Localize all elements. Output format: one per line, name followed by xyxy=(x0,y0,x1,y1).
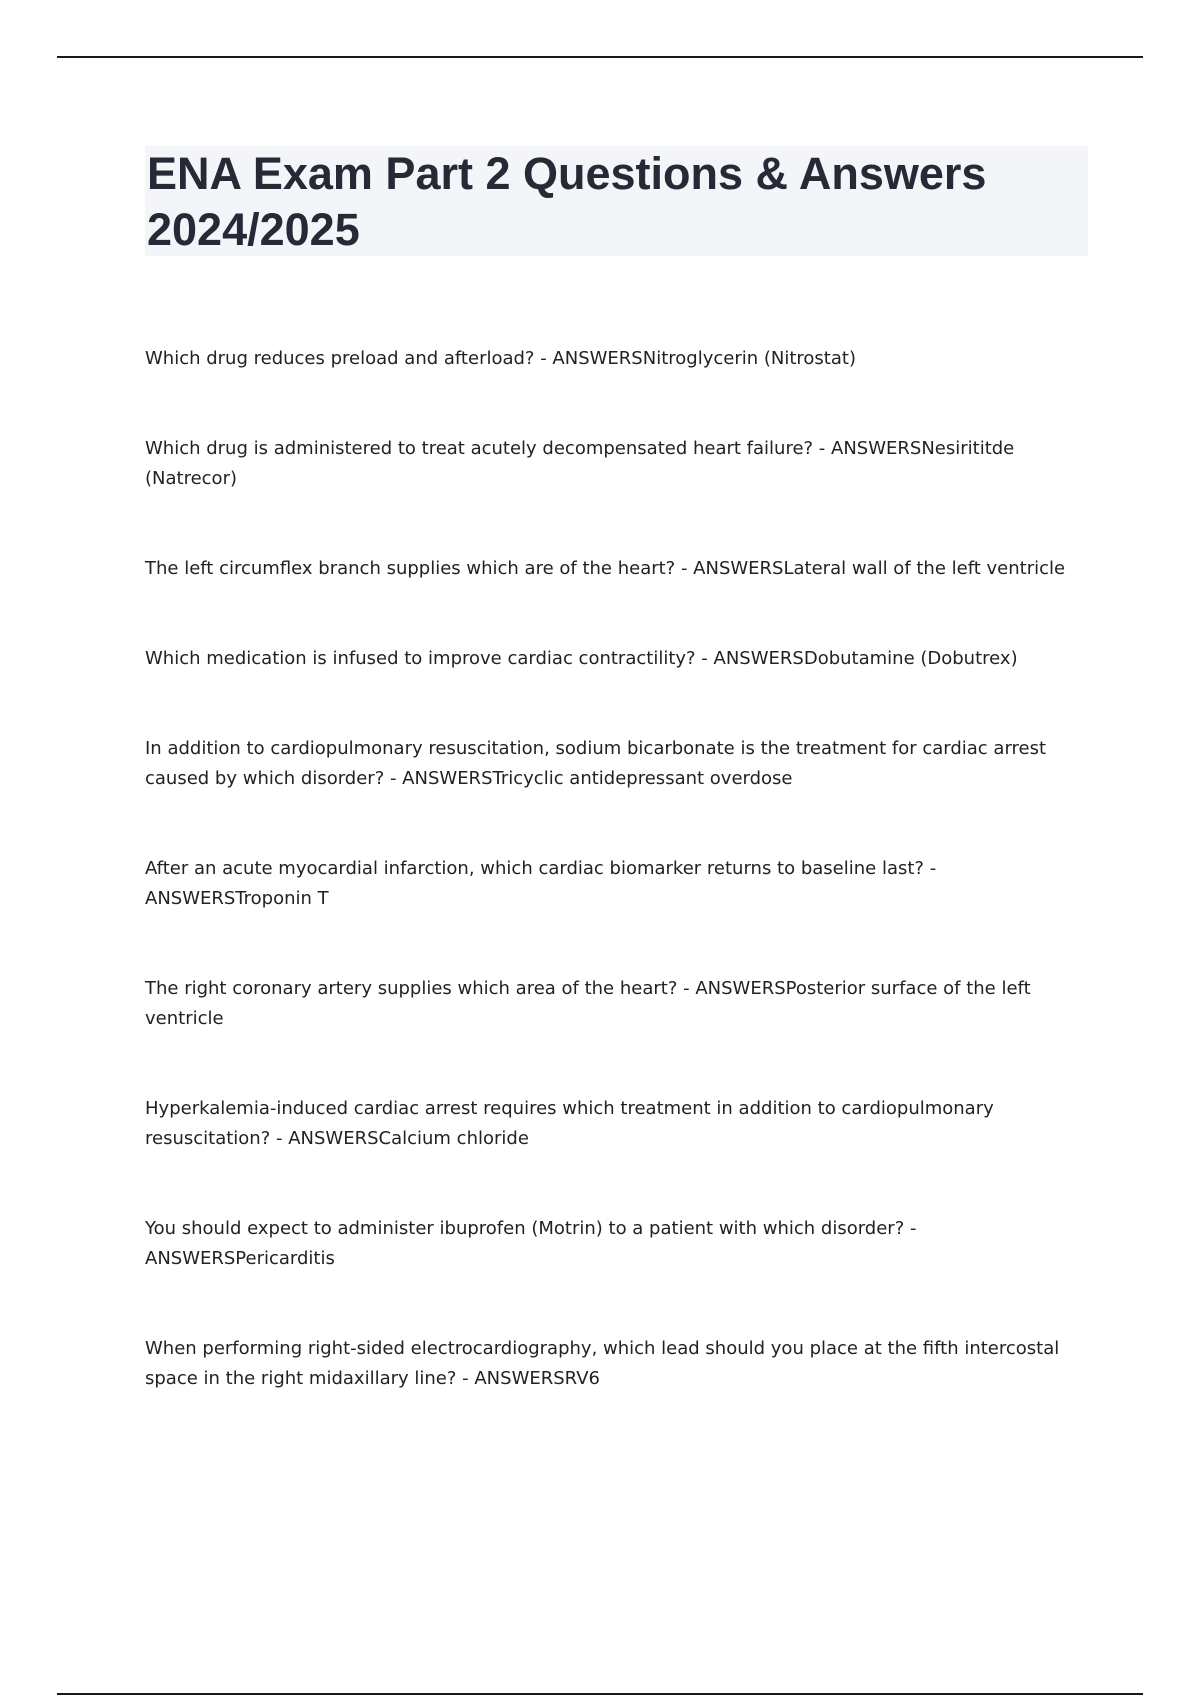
qa-item: Hyperkalemia-induced cardiac arrest requires which treatment in addition to cardiopulmonary resuscitation? - ANSWERSCalcium chloride xyxy=(145,1098,994,1149)
top-divider xyxy=(57,56,1143,58)
title-banner xyxy=(145,146,1088,256)
qa-item: In addition to cardiopulmonary resuscitation, sodium bicarbonate is the treatment for cardiac arrest caused by which disorder? - ANSWERSTricyclic antidepressant overdose xyxy=(145,738,1047,789)
qa-item: Which medication is infused to improve cardiac contractility? - ANSWERSDobutamine (Dobutrex) xyxy=(145,648,1018,669)
bottom-divider xyxy=(57,1693,1143,1695)
qa-item: The right coronary artery supplies which area of the heart? - ANSWERSPosterior surface of the left ventricle xyxy=(145,978,1031,1029)
qa-item: Which drug reduces preload and afterload? - ANSWERSNitroglycerin (Nitrostat) xyxy=(145,348,856,369)
qa-item: The left circumflex branch supplies which are of the heart? - ANSWERSLateral wall of the left ventricle xyxy=(145,558,1066,579)
qa-item: Which drug is administered to treat acutely decompensated heart failure? - ANSWERSNesirititde (Natrecor) xyxy=(145,438,1015,489)
qa-item: When performing right-sided electrocardiography, which lead should you place at the fifth intercostal space in the right midaxillary line? - ANSWERSRV6 xyxy=(145,1338,1060,1389)
document-title: ENA Exam Part 2 Questions & Answers 2024/2025 xyxy=(147,148,987,255)
qa-item: You should expect to administer ibuprofen (Motrin) to a patient with which disorder? - ANSWERSPericarditis xyxy=(145,1218,917,1269)
qa-list xyxy=(145,344,1070,1454)
qa-item: After an acute myocardial infarction, which cardiac biomarker returns to baseline last? - ANSWERSTroponin T xyxy=(145,858,937,909)
